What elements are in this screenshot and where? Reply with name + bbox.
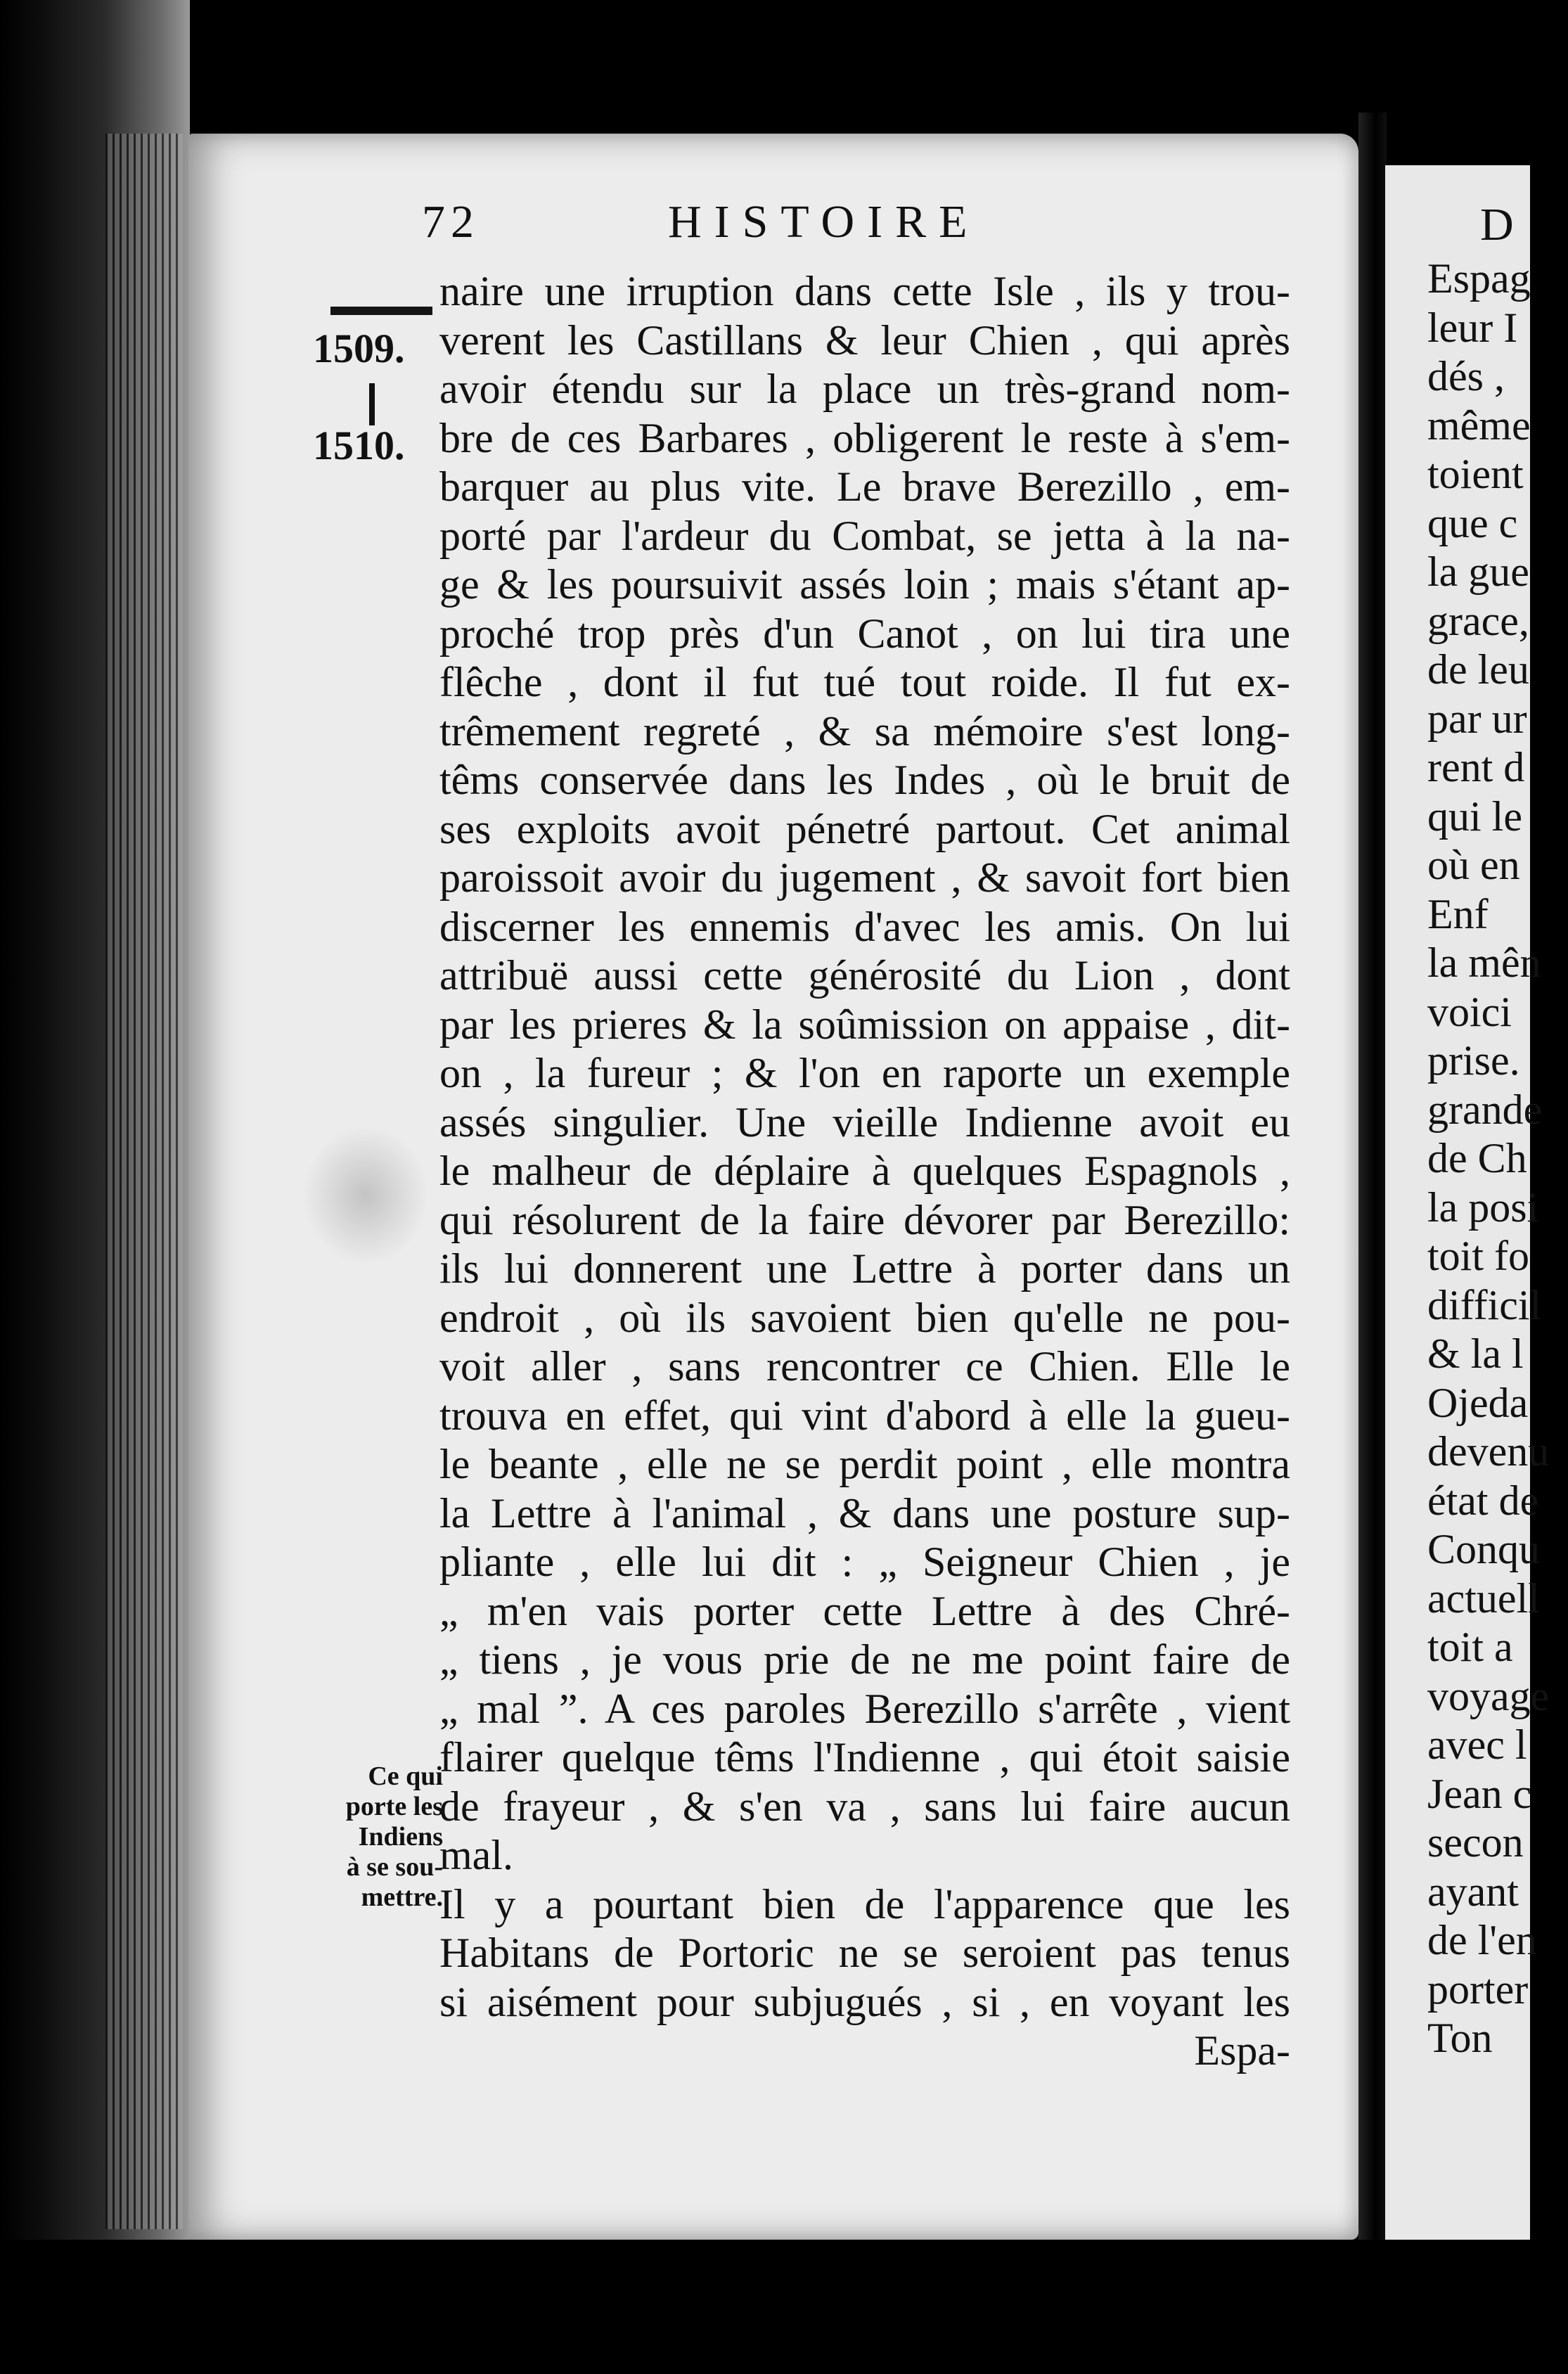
text-line: trêmement regreté , & sa mémoire s'est long- xyxy=(439,707,1290,755)
facing-line: de l'en xyxy=(1427,1917,1537,1963)
running-title: HISTOIRE xyxy=(668,196,980,248)
text-line: mal. xyxy=(439,1832,513,1878)
page-edges xyxy=(105,134,183,2229)
facing-line: & la l xyxy=(1427,1330,1524,1377)
margin-rule xyxy=(330,307,432,315)
margin-year-start: 1509. xyxy=(313,326,405,371)
text-line: voit aller , sans rencontrer ce Chien. Elle le xyxy=(439,1343,1290,1390)
text-line: „ tiens , je vous prie de ne me point faire de xyxy=(439,1636,1290,1683)
text-line: attribuë aussi cette générosité du Lion , dont xyxy=(439,952,1290,999)
facing-line: de leu xyxy=(1427,646,1529,693)
sidenote-line: mettre. xyxy=(361,1882,443,1912)
show-through-smudge xyxy=(302,1125,429,1266)
book-gutter xyxy=(0,0,190,2374)
catchword: Espa- xyxy=(1194,2027,1290,2074)
text-line: Habitans de Portoric ne se seroient pas tenus xyxy=(439,1930,1290,1976)
sidenote-line: Indiens xyxy=(358,1822,443,1852)
facing-line: grace, xyxy=(1427,597,1529,644)
facing-page-text xyxy=(1427,255,1568,2063)
facing-line: la mên xyxy=(1427,939,1541,986)
text-line: assés singulier. Une vieille Indienne avoit eu xyxy=(439,1098,1290,1146)
facing-line: toit fo xyxy=(1427,1233,1529,1279)
facing-line: Espag xyxy=(1427,255,1531,302)
facing-line: porter xyxy=(1427,1965,1529,2013)
text-line: trouva en effet, qui vint d'abord à elle la gueu- xyxy=(439,1392,1290,1439)
facing-line: où en xyxy=(1427,842,1520,888)
margin-year-separator xyxy=(369,383,375,425)
facing-line: Conqu xyxy=(1427,1526,1541,1572)
facing-line: actuell xyxy=(1427,1574,1540,1622)
text-line: „ m'en vais porter cette Lettre à des Chré- xyxy=(439,1587,1290,1634)
facing-line: secon xyxy=(1427,1819,1524,1866)
facing-line: par ur xyxy=(1427,695,1527,742)
text-line: ses exploits avoit pénetré partout. Cet animal xyxy=(439,805,1290,852)
facing-line: état de xyxy=(1427,1477,1539,1524)
sidenote-line: à se sou- xyxy=(346,1852,443,1882)
text-line: le malheur de déplaire à quelques Espagnols , xyxy=(439,1148,1290,1194)
facing-line: Enf xyxy=(1427,890,1489,937)
facing-line: toit a xyxy=(1427,1624,1513,1670)
text-line: verent les Castillans & leur Chien , qui après xyxy=(439,316,1290,364)
scan-border xyxy=(0,2240,1530,2374)
facing-line: prise. xyxy=(1427,1037,1520,1084)
text-line: naire une irruption dans cette Isle , ils y trou- xyxy=(439,268,1290,314)
running-head xyxy=(422,195,1350,259)
text-line: si aisément pour subjugués , si , en voyant les xyxy=(439,1978,1290,2025)
facing-line: Ojeda xyxy=(1427,1379,1529,1426)
facing-line: leur I xyxy=(1427,304,1518,351)
text-line: bre de ces Barbares , obligerent le reste à s'em- xyxy=(439,414,1290,461)
facing-page-head: D xyxy=(1480,199,1518,250)
facing-line: difficil xyxy=(1427,1281,1542,1328)
facing-line: la gue xyxy=(1427,548,1529,595)
text-line: proché trop près d'un Canot , on lui tira une xyxy=(439,610,1290,657)
text-line: flêche , dont il fut tué tout roide. Il fut ex- xyxy=(439,659,1290,705)
page-number: 72 xyxy=(422,196,480,248)
text-line: discerner les ennemis d'avec les amis. On lui xyxy=(439,903,1290,950)
text-line: Il y a pourtant bien de l'apparence que les xyxy=(439,1880,1290,1927)
text-line: ge & les poursuivit assés loin ; mais s'étant ap- xyxy=(439,561,1290,608)
text-line: endroit , où ils savoient bien qu'elle ne pou- xyxy=(439,1294,1290,1341)
text-line: têms conservée dans les Indes , où le bruit de xyxy=(439,757,1290,803)
facing-line: ayant xyxy=(1427,1868,1519,1915)
text-line: paroissoit avoir du jugement , & savoit fort bien xyxy=(439,854,1290,901)
facing-line: rent d xyxy=(1427,744,1525,790)
sidenote-line: Ce qui xyxy=(368,1762,443,1791)
text-line: le beante , elle ne se perdit point , elle montra xyxy=(439,1441,1290,1487)
text-line: flairer quelque têms l'Indienne , qui étoit saisie xyxy=(439,1734,1290,1780)
facing-line: dés , xyxy=(1427,353,1505,399)
text-line: on , la fureur ; & l'on en raporte un exemple xyxy=(439,1050,1290,1096)
book-spine xyxy=(1358,113,1387,2250)
text-line: „ mal ”. A ces paroles Berezillo s'arrête , vient xyxy=(439,1685,1290,1732)
text-line: de frayeur , & s'en va , sans lui faire aucun xyxy=(439,1783,1290,1830)
text-line: pliante , elle lui dit : „ Seigneur Chien , je xyxy=(439,1539,1290,1585)
facing-line: voyage xyxy=(1427,1672,1550,1719)
facing-line: grande xyxy=(1427,1086,1543,1133)
text-line: barquer au plus vite. Le brave Berezillo , em- xyxy=(439,463,1290,510)
margin-sidenote xyxy=(316,1762,443,1913)
facing-line: toient xyxy=(1427,451,1524,497)
facing-line: la posi xyxy=(1427,1183,1539,1231)
text-line: la Lettre à l'animal , & dans une posture sup- xyxy=(439,1489,1290,1536)
facing-line: voici xyxy=(1427,988,1512,1035)
body-text xyxy=(439,267,1290,2076)
facing-line: Jean c xyxy=(1427,1770,1532,1817)
facing-line: que c xyxy=(1427,499,1518,546)
sidenote-line: porte les xyxy=(345,1792,443,1821)
text-line: par les prieres & la soûmission on appaise , dit- xyxy=(439,1001,1290,1048)
margin-year-end: 1510. xyxy=(313,423,405,468)
text-line: qui résolurent de la faire dévorer par Berezillo: xyxy=(439,1196,1290,1243)
text-line: avoir étendu sur la place un très-grand nom- xyxy=(439,366,1290,412)
facing-line: avec l xyxy=(1427,1721,1527,1768)
facing-line: de Ch xyxy=(1427,1135,1527,1181)
facing-line: devenu xyxy=(1427,1428,1550,1475)
facing-line: qui le xyxy=(1427,793,1522,840)
facing-line: même xyxy=(1427,402,1531,449)
facing-line: Ton xyxy=(1427,2015,1493,2061)
text-line: ils lui donnerent une Lettre à porter dans un xyxy=(439,1245,1290,1292)
text-line: porté par l'ardeur du Combat, se jetta à la na- xyxy=(439,512,1290,559)
